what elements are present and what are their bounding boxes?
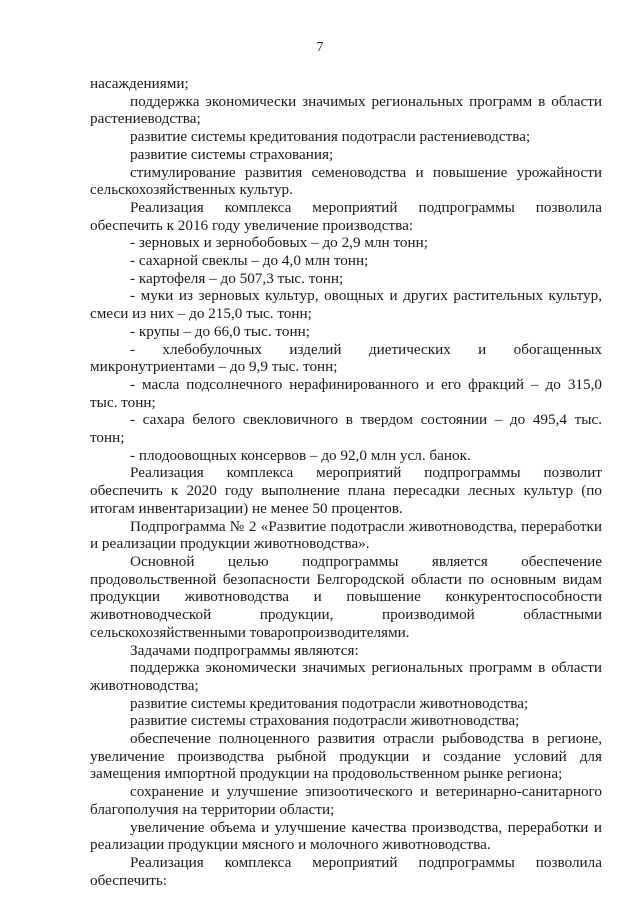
paragraph: Задачами подпрограммы являются: bbox=[130, 641, 359, 659]
paragraph: поддержка экономически значимых региональных программ в области растениеводства; bbox=[90, 92, 602, 128]
paragraph: - сахара белого свекловичного в твердом состоянии – до 495,4 тыс. тонн; bbox=[90, 411, 602, 447]
document-body bbox=[90, 75, 602, 889]
paragraph: насаждениями; bbox=[90, 75, 189, 92]
paragraph: - сахарной свеклы – до 4,0 млн тонн; bbox=[130, 252, 369, 270]
paragraph: Основной целью подпрограммы является обеспечение продовольственной безопасности Белгородской области по основным видам продукции животноводства и повышение конкурентоспособности животноводческой продукции, производимой областными сельскохозяйственными товаропроизводителями. bbox=[90, 552, 602, 641]
paragraph: - хлебобулочных изделий диетических и обогащенных микронутриентами – до 9,9 тыс. тонн; bbox=[90, 340, 602, 376]
paragraph: развитие системы кредитования подотрасли животноводства; bbox=[130, 694, 529, 712]
paragraph: стимулирование развития семеноводства и повышение урожайности сельскохозяйственных культур. bbox=[90, 163, 602, 199]
paragraph: увеличение объема и улучшение качества производства, переработки и реализации продукции мясного и молочного животноводства. bbox=[90, 818, 602, 854]
paragraph: - крупы – до 66,0 тыс. тонн; bbox=[130, 322, 310, 340]
paragraph: - плодоовощных консервов – до 92,0 млн усл. банок. bbox=[130, 446, 471, 464]
paragraph: - зерновых и зернобобовых – до 2,9 млн тонн; bbox=[130, 234, 428, 252]
paragraph: развитие системы кредитования подотрасли растениеводства; bbox=[130, 128, 531, 146]
paragraph: обеспечение полноценного развития отрасли рыбоводства в регионе, увеличение производства рыбной продукции и создание условий для замещения импортной продукции на продовольственном рынке региона; bbox=[90, 730, 602, 783]
paragraph: поддержка экономически значимых региональных программ в области животноводства; bbox=[90, 659, 602, 694]
paragraph: Реализация комплекса мероприятий подпрограммы позволила обеспечить: bbox=[90, 853, 602, 889]
paragraph: развитие системы страхования подотрасли животноводства; bbox=[130, 712, 520, 730]
paragraph: Реализация комплекса мероприятий подпрограммы позволила обеспечить к 2016 году увеличение производства: bbox=[90, 198, 602, 234]
paragraph: развитие системы страхования; bbox=[130, 145, 334, 163]
paragraph: - масла подсолнечного нерафинированного и его фракций – до 315,0 тыс. тонн; bbox=[90, 375, 602, 411]
page-number: 7 bbox=[316, 40, 324, 55]
paragraph: сохранение и улучшение эпизоотического и ветеринарно-санитарного благополучия на территории области; bbox=[90, 783, 602, 818]
paragraph: - муки из зерновых культур, овощных и других растительных культур, смеси из них – до 215,0 тыс. тонн; bbox=[90, 287, 602, 323]
paragraph: Подпрограмма № 2 «Развитие подотрасли животноводства, переработки и реализации продукции животноводства». bbox=[90, 517, 602, 553]
paragraph: - картофеля – до 507,3 тыс. тонн; bbox=[130, 269, 344, 287]
paragraph: Реализация комплекса мероприятий подпрограммы позволит обеспечить к 2020 году выполнение плана пересадки лесных культур (по итогам инвентаризации) не менее 50 процентов. bbox=[90, 464, 602, 517]
